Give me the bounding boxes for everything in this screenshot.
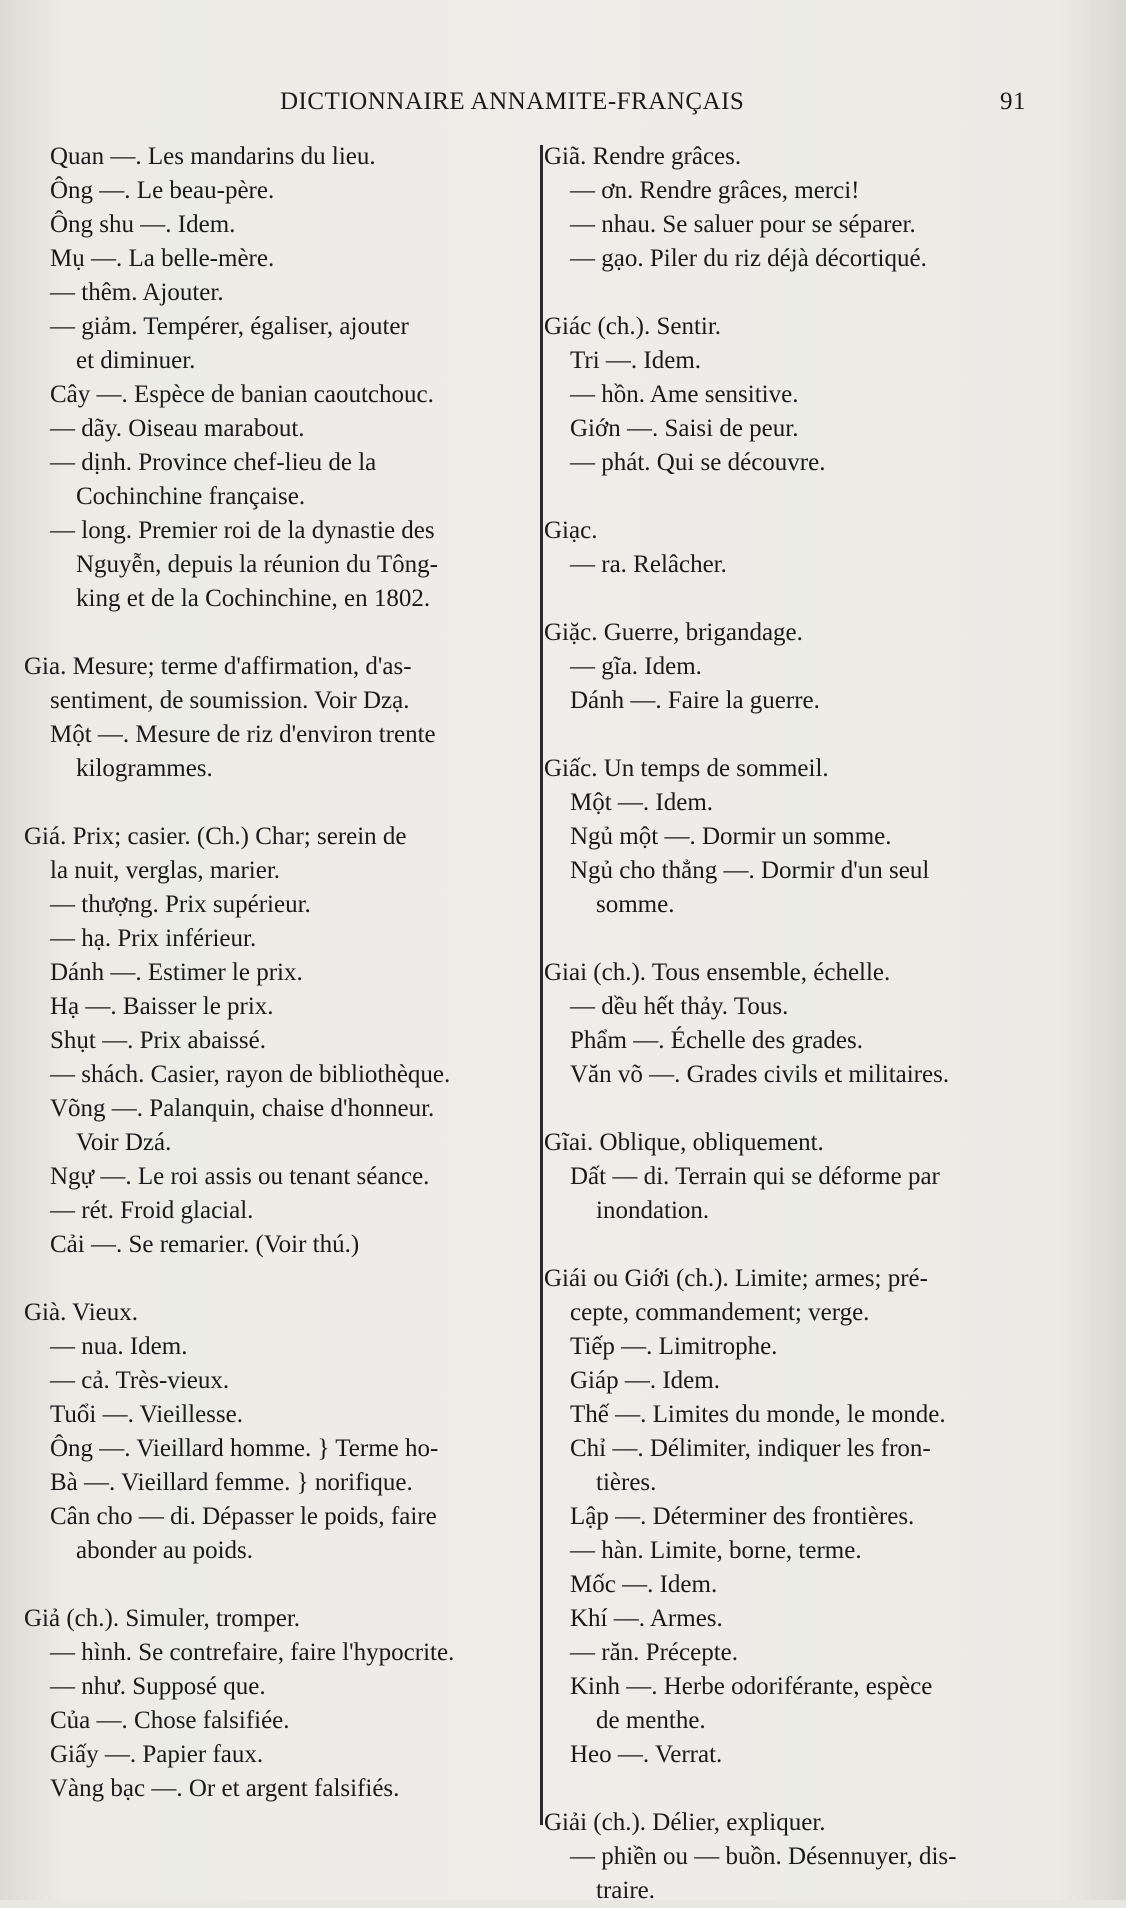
entry-line: Lập —. Déterminer des frontières. — [570, 1503, 915, 1530]
entry-line: Của —. Chose falsifiée. — [50, 1707, 290, 1734]
entry-gap — [24, 1568, 529, 1602]
entry-gap — [24, 616, 529, 650]
entry-line: somme. — [596, 891, 675, 918]
entry-line: Giấy —. Papier faux. — [50, 1741, 264, 1768]
entry-line: — dãy. Oiseau marabout. — [50, 415, 305, 442]
entry-line: — dịnh. Province chef-lieu de la — [50, 449, 377, 476]
entry-line: — hồn. Ame sensitive. — [570, 381, 799, 408]
page-number: 91 — [1000, 88, 1026, 115]
entry-line: — gĩa. Idem. — [570, 653, 702, 680]
entry-headword-line: Giá. Prix; casier. (Ch.) Char; serein de — [24, 823, 407, 850]
entry-headword-line: Giải (ch.). Délier, expliquer. — [544, 1809, 826, 1836]
entry-line: Phẩm —. Échelle des grades. — [570, 1027, 863, 1054]
entry-line: Dất — di. Terrain qui se déforme par — [570, 1163, 940, 1190]
entry-line: de menthe. — [596, 1707, 706, 1734]
entry-line: — dều hết thảy. Tous. — [570, 993, 789, 1020]
entry-gap — [544, 480, 1044, 514]
entry-gap — [24, 786, 529, 820]
entry-line: la nuit, verglas, marier. — [50, 857, 281, 884]
entry-line: Giáp —. Idem. — [570, 1367, 720, 1394]
entry-line: — nhau. Se saluer pour se séparer. — [570, 211, 916, 238]
entry-line: Tri —. Idem. — [570, 347, 702, 374]
entry-line: — thêm. Ajouter. — [50, 279, 224, 306]
entry-line: — long. Premier roi de la dynastie des — [50, 517, 435, 544]
entry-headword-line: Già. Vieux. — [24, 1299, 138, 1326]
entry-line: inondation. — [596, 1197, 710, 1224]
entry-line: Văn võ —. Grades civils et militaires. — [570, 1061, 950, 1088]
entry-line: king et de la Cochinchine, en 1802. — [76, 585, 431, 612]
entry-line: — hạ. Prix inférieur. — [50, 925, 257, 952]
entry-line: Khí —. Armes. — [570, 1605, 723, 1632]
entry-line: cepte, commandement; verge. — [570, 1299, 870, 1326]
entry-headword-line: Gĩai. Oblique, obliquement. — [544, 1129, 824, 1156]
entry-line: Hạ —. Baisser le prix. — [50, 993, 274, 1020]
entry-line: — rét. Froid glacial. — [50, 1197, 254, 1224]
entry-headword-line: Giác (ch.). Sentir. — [544, 313, 722, 340]
entry-line: Mốc —. Idem. — [570, 1571, 718, 1598]
entry-line: Kinh —. Herbe odoriférante, espèce — [570, 1673, 933, 1700]
entry-line: — gạo. Piler du riz déjà décortiqué. — [570, 245, 927, 272]
entry-gap — [24, 1262, 529, 1296]
page-header — [280, 88, 1026, 128]
entry-line: Bà —. Vieillard femme. } norifique. — [50, 1469, 413, 1496]
entry-headword-line: Gia. Mesure; terme d'affirmation, d'as- — [24, 653, 412, 680]
entry-line: kilogrammes. — [76, 755, 213, 782]
entry-gap — [544, 718, 1044, 752]
entry-line: Ông —. Le beau-père. — [50, 177, 275, 204]
entry-headword-line: Giai (ch.). Tous ensemble, échelle. — [544, 959, 891, 986]
entry-line: abonder au poids. — [76, 1537, 254, 1564]
entry-gap — [544, 1772, 1044, 1806]
entry-line: — giảm. Tempérer, égaliser, ajouter — [50, 313, 409, 340]
column-divider — [540, 145, 543, 1825]
entry-line: Dánh —. Estimer le prix. — [50, 959, 303, 986]
entry-line: Giớn —. Saisi de peur. — [570, 415, 799, 442]
entry-line: — cả. Très-vieux. — [50, 1367, 230, 1394]
entry-line: Cân cho — di. Dépasser le poids, faire — [50, 1503, 437, 1530]
running-title: DICTIONNAIRE ANNAMITE-FRANÇAIS — [280, 88, 745, 115]
entry-headword-line: Giặc. Guerre, brigandage. — [544, 619, 803, 646]
entry-line: — thượng. Prix supérieur. — [50, 891, 311, 918]
entry-line: Ngủ cho thẳng —. Dormir d'un seul — [570, 857, 930, 884]
entry-line: — ơn. Rendre grâces, merci! — [570, 177, 860, 204]
entry-headword-line: Giã. Rendre grâces. — [544, 143, 742, 170]
entry-line: — phát. Qui se découvre. — [570, 449, 826, 476]
entry-line: Võng —. Palanquin, chaise d'honneur. — [50, 1095, 435, 1122]
entry-line: et diminuer. — [76, 347, 196, 374]
left-column — [24, 140, 529, 1806]
right-column — [544, 140, 1044, 1908]
entry-line: Nguyễn, depuis la réunion du Tông- — [76, 551, 438, 578]
entry-line: — nua. Idem. — [50, 1333, 188, 1360]
entry-gap — [544, 1228, 1044, 1262]
entry-line: Một —. Idem. — [570, 789, 714, 816]
entry-line: Cây —. Espèce de banian caoutchouc. — [50, 381, 434, 408]
entry-line: Shụt —. Prix abaissé. — [50, 1027, 266, 1054]
entry-line: Một —. Mesure de riz d'environ trente — [50, 721, 436, 748]
entry-line: — shách. Casier, rayon de bibliothèque. — [50, 1061, 451, 1088]
entry-line: Cải —. Se remarier. (Voir thú.) — [50, 1231, 360, 1258]
entry-line: Chỉ —. Délimiter, indiquer les fron- — [570, 1435, 931, 1462]
entry-line: Cochinchine française. — [76, 483, 306, 510]
entry-line: Quan —. Les mandarins du lieu. — [50, 143, 376, 170]
entry-gap — [544, 276, 1044, 310]
entry-headword-line: Giái ou Giới (ch.). Limite; armes; pré- — [544, 1265, 928, 1292]
entry-gap — [544, 1092, 1044, 1126]
entry-line: Voir Dzá. — [76, 1129, 172, 1156]
entry-line: Mụ —. La belle-mère. — [50, 245, 275, 272]
entry-line: sentiment, de soumission. Voir Dzạ. — [50, 687, 410, 714]
entry-headword-line: Giấc. Un temps de sommeil. — [544, 755, 829, 782]
entry-line: tières. — [596, 1469, 657, 1496]
entry-line: Heo —. Verrat. — [570, 1741, 723, 1768]
entry-gap — [544, 922, 1044, 956]
entry-line: Dánh —. Faire la guerre. — [570, 687, 820, 714]
entry-line: — như. Supposé que. — [50, 1673, 266, 1700]
entry-line: Ông shu —. Idem. — [50, 211, 236, 238]
entry-line: Thế —. Limites du monde, le monde. — [570, 1401, 946, 1428]
entry-line: Ngủ một —. Dormir un somme. — [570, 823, 892, 850]
entry-line: — hàn. Limite, borne, terme. — [570, 1537, 862, 1564]
entry-line: — ra. Relâcher. — [570, 551, 727, 578]
entry-line: Ông —. Vieillard homme. } Terme ho- — [50, 1435, 439, 1462]
entry-line: traire. — [596, 1877, 655, 1904]
entry-line: Tiếp —. Limitrophe. — [570, 1333, 778, 1360]
entry-line: Tuổi —. Vieillesse. — [50, 1401, 243, 1428]
entry-headword-line: Giạc. — [544, 517, 598, 544]
entry-line: Ngự —. Le roi assis ou tenant séance. — [50, 1163, 430, 1190]
entry-line: — hình. Se contrefaire, faire l'hypocrite. — [50, 1639, 455, 1666]
entry-line: — phiền ou — buồn. Désennuyer, dis- — [570, 1843, 957, 1870]
entry-line: — răn. Précepte. — [570, 1639, 738, 1666]
entry-line: Vàng bạc —. Or et argent falsifiés. — [50, 1775, 400, 1802]
entry-gap — [544, 582, 1044, 616]
entry-headword-line: Giả (ch.). Simuler, tromper. — [24, 1605, 301, 1632]
